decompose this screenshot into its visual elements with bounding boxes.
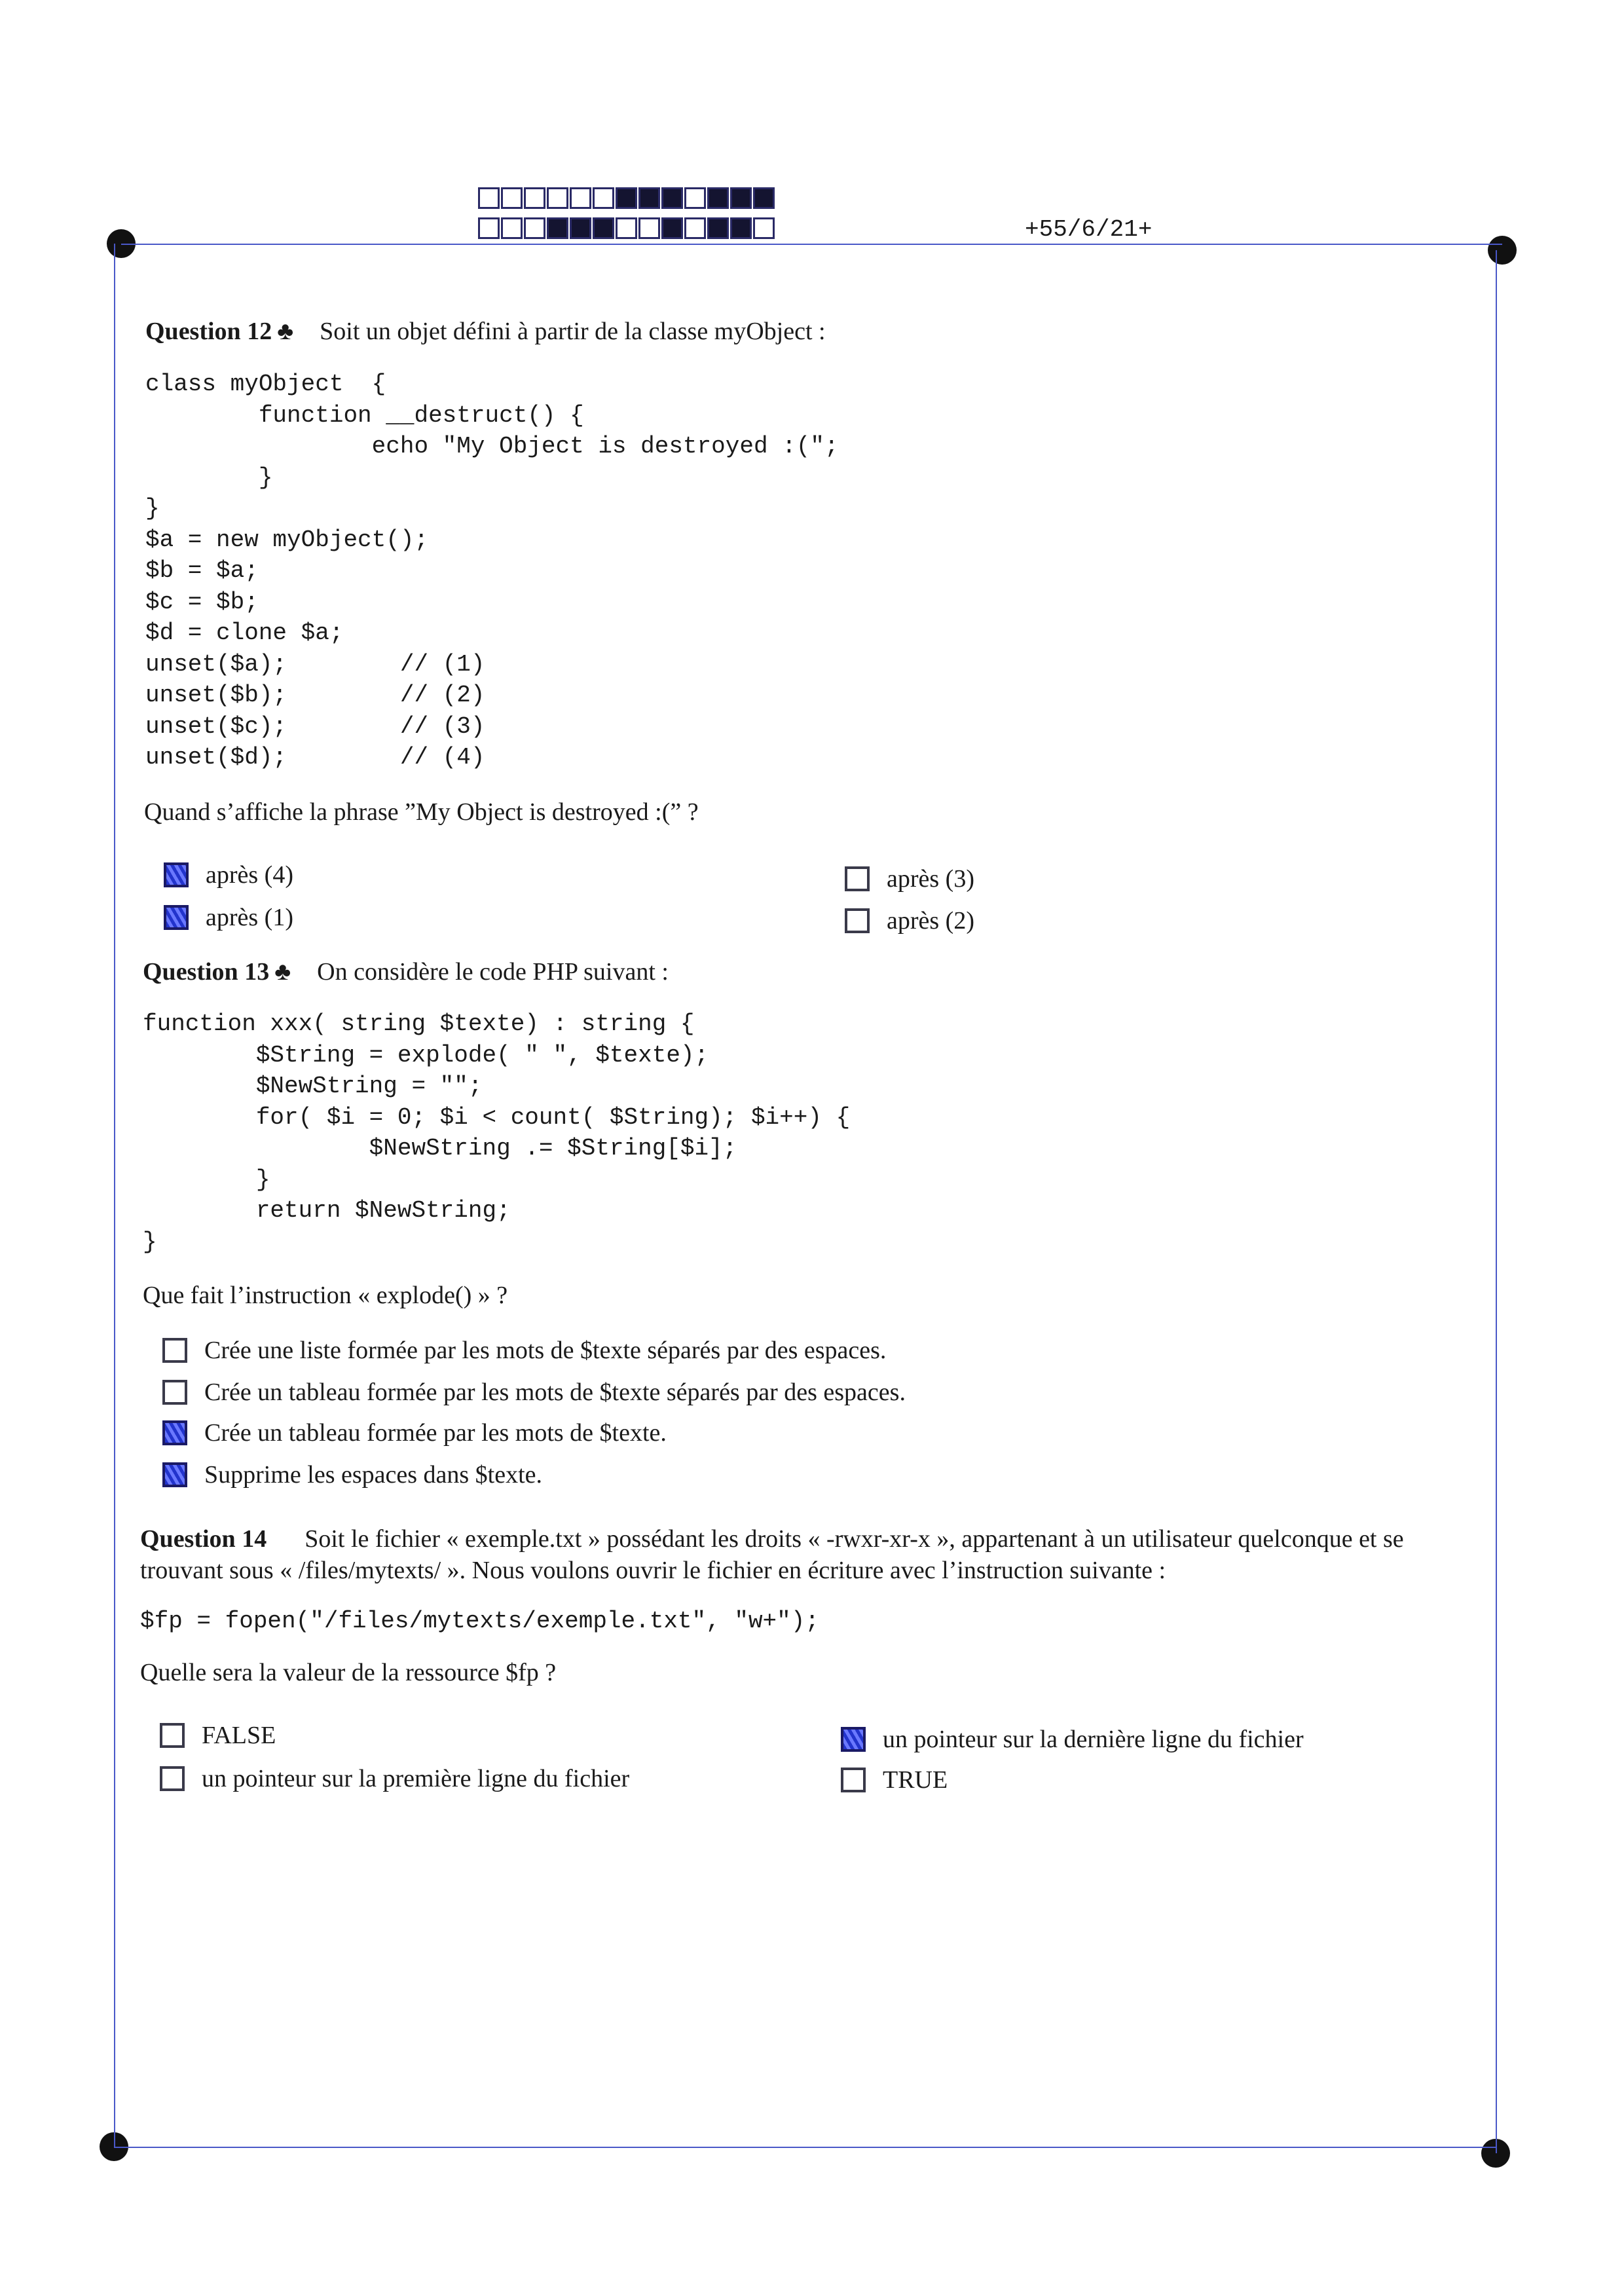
q12-answer-1[interactable] — [164, 861, 293, 889]
id-code-box — [547, 217, 568, 239]
id-code-box — [661, 217, 683, 239]
q13-answer-1-checkbox[interactable] — [162, 1338, 187, 1363]
question-14-header — [140, 1523, 1483, 1586]
q12-answer-3[interactable] — [845, 864, 974, 893]
id-code-box — [501, 217, 523, 239]
id-code-box — [638, 187, 660, 209]
id-code-box — [707, 187, 729, 209]
frame-left-line — [114, 244, 115, 2147]
q14-answer-1-label: FALSE — [202, 1722, 276, 1749]
q14-answer-4[interactable] — [841, 1766, 948, 1794]
q13-answer-2-label: Crée un tableau formée par les mots de $texte séparés par des espaces. — [204, 1379, 906, 1406]
q12-answer-2[interactable] — [164, 903, 293, 932]
question-12-prompt: Quand s’affiche la phrase ”My Object is destroyed :(” ? — [144, 798, 699, 826]
q14-answer-2-checkbox[interactable] — [160, 1766, 185, 1791]
club-icon: ♣ — [274, 958, 291, 986]
question-13-label: Question 13 — [143, 958, 270, 986]
q12-answer-3-label: après (3) — [887, 865, 974, 893]
q12-answer-2-checkbox[interactable] — [164, 905, 189, 930]
id-code-box — [570, 187, 591, 209]
id-code-box — [547, 187, 568, 209]
q14-answer-1-checkbox[interactable] — [160, 1723, 185, 1748]
q13-answer-4[interactable] — [162, 1460, 542, 1489]
question-13-code: function xxx( string $texte) : string { $String = explode( " ", $texte); $NewString = ""; for( $i = 0; $i < count( $String); $i++) { $NewString .= $String[$i]; } return $NewString; } — [143, 1010, 851, 1255]
question-12-label: Question 12 — [145, 318, 272, 345]
question-12-text: Soit un objet défini à partir de la classe myObject : — [320, 318, 826, 345]
q14-answer-2-label: un pointeur sur la première ligne du fichier — [202, 1765, 630, 1792]
q14-answer-3-checkbox[interactable] — [841, 1727, 866, 1752]
id-code-box — [570, 217, 591, 239]
id-code-box — [753, 187, 775, 209]
q14-answer-1[interactable] — [160, 1721, 276, 1750]
q14-answer-3-label: un pointeur sur la dernière ligne du fichier — [883, 1726, 1304, 1753]
q13-answer-3-checkbox[interactable] — [162, 1420, 187, 1445]
q13-answer-4-label: Supprime les espaces dans $texte. — [204, 1461, 543, 1489]
q12-answer-4-checkbox[interactable] — [845, 908, 870, 933]
id-code-box — [593, 187, 614, 209]
q14-answer-2[interactable] — [160, 1764, 629, 1793]
id-code-box — [753, 217, 775, 239]
question-12-header — [145, 317, 826, 346]
id-code-box — [478, 187, 500, 209]
q13-answer-4-checkbox[interactable] — [162, 1462, 187, 1487]
question-13-header — [143, 957, 669, 986]
id-code-box — [638, 217, 660, 239]
q14-answer-3[interactable] — [841, 1725, 1304, 1754]
q13-answer-3[interactable] — [162, 1418, 667, 1447]
question-13-prompt: Que fait l’instruction « explode() » ? — [143, 1282, 508, 1309]
q12-answer-1-checkbox[interactable] — [164, 862, 189, 887]
q12-answer-1-label: après (4) — [206, 861, 293, 889]
id-code-box — [478, 217, 500, 239]
club-icon: ♣ — [277, 318, 294, 345]
id-code-box — [684, 217, 706, 239]
id-code-box — [730, 187, 752, 209]
question-12-code: class myObject { function __destruct() { echo "My Object is destroyed :("; } } $a = new myObject(); $b = $a; $c = $b; $d = clone $a; unset($a); // (1) unset($b); // (2) unset($c); // (3) unset($d); // (4) — [145, 371, 839, 771]
id-code-box — [684, 187, 706, 209]
q12-answer-4[interactable] — [845, 906, 974, 935]
q12-answer-4-label: après (2) — [887, 907, 974, 935]
id-code-box — [593, 217, 614, 239]
q14-answer-4-checkbox[interactable] — [841, 1768, 866, 1792]
frame-top-line — [121, 244, 1502, 245]
question-14-code: $fp = fopen("/files/mytexts/exemple.txt", "w+"); — [140, 1608, 819, 1635]
q13-answer-2-checkbox[interactable] — [162, 1380, 187, 1405]
q13-answer-1[interactable] — [162, 1336, 886, 1365]
id-code-box — [730, 217, 752, 239]
id-code-box — [616, 187, 637, 209]
frame-bottom-line — [114, 2147, 1496, 2148]
id-code-box — [524, 187, 545, 209]
id-code-box — [616, 217, 637, 239]
q14-answer-4-label: TRUE — [883, 1766, 948, 1794]
question-14-text: Soit le fichier « exemple.txt » possédant les droits « -rwxr-xr-x », appartenant à un utilisateur quelconque et se trouvant sous « /files/mytexts/ ». Nous voulons ouvrir le fichier en écriture avec l’instruction suivante : — [140, 1525, 1404, 1584]
id-code-box — [501, 187, 523, 209]
id-code-box — [661, 187, 683, 209]
q12-answer-3-checkbox[interactable] — [845, 866, 870, 891]
q13-answer-1-label: Crée une liste formée par les mots de $texte séparés par des espaces. — [204, 1337, 887, 1364]
id-code-box — [707, 217, 729, 239]
question-14-prompt: Quelle sera la valeur de la ressource $fp ? — [140, 1659, 557, 1686]
q12-answer-2-label: après (1) — [206, 904, 293, 931]
q13-answer-2[interactable] — [162, 1378, 906, 1407]
corner-mark-top-right — [1488, 236, 1517, 265]
frame-right-line — [1496, 250, 1497, 2153]
page-code: +55/6/21+ — [1025, 216, 1153, 243]
id-code-box — [524, 217, 545, 239]
question-14-label: Question 14 — [140, 1525, 267, 1553]
question-13-text: On considère le code PHP suivant : — [317, 958, 669, 986]
q13-answer-3-label: Crée un tableau formée par les mots de $texte. — [204, 1419, 667, 1447]
